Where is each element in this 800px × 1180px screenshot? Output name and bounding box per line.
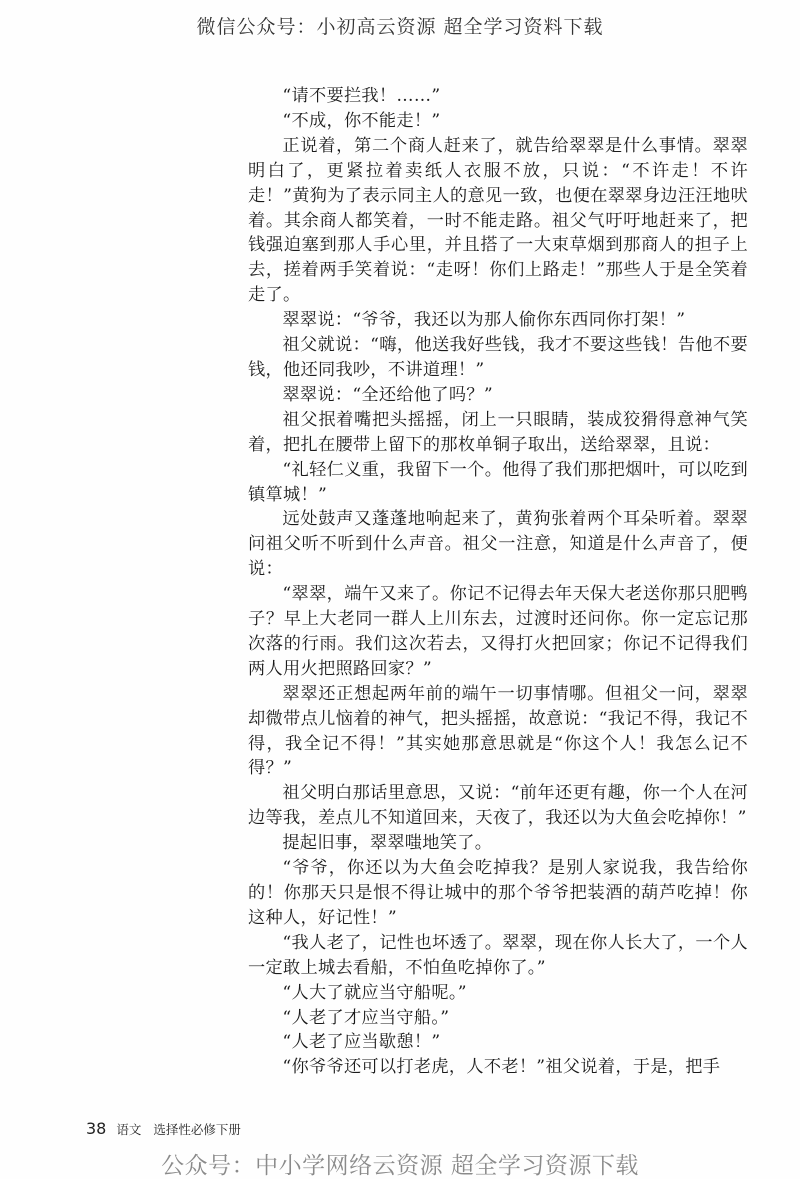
paragraph: 祖父抿着嘴把头摇摇，闭上一只眼睛，装成狡猾得意神气笑着，把扎在腰带上留下的那枚单铜子取出，送给翠翠，且说：: [248, 409, 748, 455]
paragraph: “翠翠，端午又来了。你记不记得去年天保大老送你那只肥鸭子？早上大老同一群人上川东去，过渡时还问你。你一定忘记那次落的行雨。我们这次若去，又得打火把回家；你记不记得我们两人用火把照路回家？”: [248, 584, 748, 679]
paragraph: “请不要拦我！……”: [282, 86, 441, 106]
footer-watermark: 公众号：中小学网络云资源 超全学习资源下载: [161, 1153, 639, 1179]
paragraph: 提起旧事，翠翠嗤地笑了。: [282, 833, 493, 854]
book-title: 选择性必修下册: [153, 1122, 241, 1137]
paragraph: “我人老了，记性也坏透了。翠翠，现在你人长大了，一个人一定敢上城去看船，不怕鱼吃掉你了。”: [248, 932, 748, 978]
paragraph: “人老了应当歇憩！”: [282, 1032, 441, 1053]
paragraph: “爷爷，你还以为大鱼会吃掉我？是别人家说我，我告给你的！你那天只是恨不得让城中的那个爷爷把装酒的葫芦吃掉！你这种人，好记性！”: [248, 858, 748, 928]
header-watermark: 微信公众号：小初高云资源 超全学习资料下载: [196, 16, 604, 38]
page-footer: [86, 1119, 241, 1138]
body-text: [248, 84, 748, 1080]
paragraph: 翠翠说：“全还给他了吗？”: [282, 384, 493, 405]
paragraph: “人大了就应当守船呢。”: [282, 982, 467, 1003]
paragraph: 翠翠还正想起两年前的端午一切事情哪。但祖父一问，翠翠却微带点儿恼着的神气，把头摇摇，故意说：“我记不得，我记不得，我全记不得！”其实她那意思就是“你这个人！我怎么记不得？”: [248, 683, 748, 779]
paragraph: 祖父就说：“嗨，他送我好些钱，我才不要这些钱！告他不要钱，他还同我吵，不讲道理！”: [248, 335, 748, 380]
paragraph: 翠翠说：“爷爷，我还以为那人偷你东西同你打架！”: [282, 310, 686, 331]
page-number: 38: [86, 1119, 107, 1138]
paragraph: “礼轻仁义重，我留下一个。他得了我们那把烟叶，可以吃到镇筸城！”: [248, 459, 748, 505]
paragraph: 祖父明白那话里意思，又说：“前年还更有趣，你一个人在河边等我，差点儿不知道回来，天夜了，我还以为大鱼会吃掉你！”: [248, 783, 748, 829]
paragraph: “人老了才应当守船。”: [282, 1007, 450, 1028]
paragraph: 远处鼓声又蓬蓬地响起来了，黄狗张着两个耳朵听着。翠翠问祖父听不听到什么声音。祖父一注意，知道是什么声音了，便说：: [248, 509, 748, 580]
subject-label: 语文: [116, 1122, 142, 1137]
paragraph: 正说着，第二个商人赶来了，就告给翠翠是什么事情。翠翠明白了，更紧拉着卖纸人衣服不放，只说：“不许走！不许走！”黄狗为了表示同主人的意见一致，也便在翠翠身边汪汪地吠着。其余商人都笑着，一时不能走路。祖父气吁吁地赶来了，把钱强迫塞到那人手心里，并且搭了一大束草烟到那商人的担子上去，搓着两手笑着说：“走呀！你们上路走！”那些人于是全笑着走了。: [248, 135, 748, 306]
paragraph: “不成，你不能走！”: [282, 110, 441, 131]
paragraph: “你爷爷还可以打老虎，人不老！”祖父说着，于是，把手: [282, 1057, 721, 1078]
